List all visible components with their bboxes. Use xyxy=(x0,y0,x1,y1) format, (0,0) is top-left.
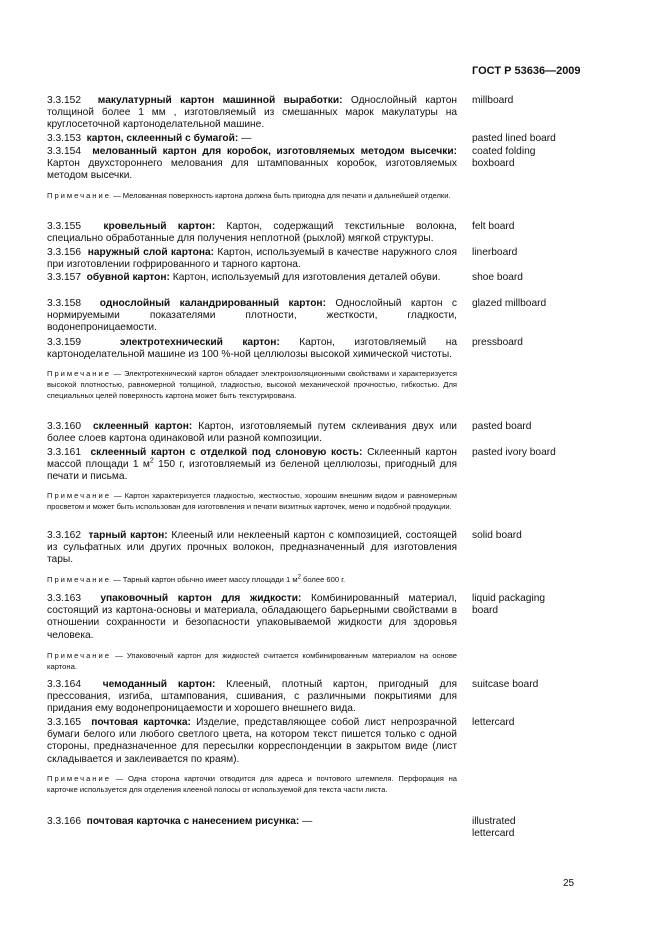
entry-number: 3.3.152 xyxy=(47,95,81,106)
english-term: lettercard xyxy=(472,717,515,728)
entry-number: 3.3.166 xyxy=(47,816,81,827)
entry-text: Комбинированный материал, состоящий из картона-основы и материала, обладающего барьерными свойствами в отношении сохранности и безопасности упаковываемой жидкости для здоровья человека. xyxy=(47,593,457,641)
note xyxy=(47,368,457,401)
entry-number: 3.3.159 xyxy=(47,337,81,348)
note-text: более 600 г. xyxy=(300,575,346,584)
definition-entry xyxy=(47,530,457,567)
definition-entry xyxy=(47,421,457,445)
superscript: 2 xyxy=(297,574,301,581)
entry-text: Картон, используемый в качестве наружного слоя при изготовлении гофрированного и тарного картона. xyxy=(47,247,457,271)
english-term: illustrated lettercard xyxy=(472,816,516,840)
entry-text: Картон, используемый для изготовления деталей обуви. xyxy=(169,272,441,283)
entry-term: однослойный каландрированный картон: xyxy=(99,298,326,309)
definition-entry xyxy=(47,146,457,183)
entry-term: почтовая карточка с нанесением рисунка: xyxy=(86,816,300,827)
page-number: 25 xyxy=(563,878,575,889)
entry-text: Однослойный картон с нормируемыми показателями плотности, жесткости, гладкости, водонепроницаемости. xyxy=(47,298,457,334)
entry-number: 3.3.153 xyxy=(47,133,81,144)
entry-text: Картон, изготовляемый на картоноделательной машине из 100 %-ной целлюлозы высокой химической чистоты. xyxy=(47,337,457,361)
entry-term: кровельный картон: xyxy=(103,221,216,232)
note xyxy=(47,190,457,201)
note-text: — Тарный картон обычно имеет массу площади 1 м xyxy=(110,575,298,584)
entry-text: Клееный или неклееный картон с композицией, состоящей из сульфатных или других прочных волокон, предназначенный для изготовления тары. xyxy=(47,530,457,566)
definition-entry xyxy=(47,816,457,828)
entry-text: Однослойный картон толщиной более 1 мм , изготовляемый из смешанных марок макулатуры на круглосеточной картоноделательной машине. xyxy=(47,95,457,131)
english-term: liquid packaging board xyxy=(472,593,546,617)
english-term: pressboard xyxy=(472,337,523,348)
entry-term: мелованный картон для коробок, изготовляемых методом высечки: xyxy=(92,146,457,157)
entry-term: склеенный картон с отделкой под слоновую кость: xyxy=(90,447,363,458)
note-label: Примечание xyxy=(47,575,111,584)
english-term: glazed millboard xyxy=(472,298,547,309)
definition-entry xyxy=(47,717,457,766)
entry-number: 3.3.162 xyxy=(47,530,81,541)
note xyxy=(47,650,457,672)
english-term: millboard xyxy=(472,95,514,106)
entry-number: 3.3.157 xyxy=(47,272,81,283)
definition-entry xyxy=(47,337,457,361)
entry-number: 3.3.163 xyxy=(47,593,81,604)
note xyxy=(47,773,457,795)
note-text: — Упаковочный картон для жидкостей считается комбинированным материалом на основе картона. xyxy=(47,651,457,671)
superscript: 2 xyxy=(149,457,154,465)
definition-entry xyxy=(47,679,457,716)
entry-number: 3.3.161 xyxy=(47,447,81,458)
english-term: felt board xyxy=(472,221,515,232)
english-term: pasted ivory board xyxy=(472,447,556,458)
note-label: Примечание xyxy=(47,191,111,200)
english-term: suitcase board xyxy=(472,679,539,690)
note xyxy=(47,490,457,512)
note-label: Примечание xyxy=(47,774,111,783)
definition-entry xyxy=(47,593,457,642)
entry-text: Изделие, представляющее собой лист непрозрачной бумаги белого или любого светлого цвета, на котором текст пишется только с одной стороны, предназначенное для пересылки корреспонденции в закрытом виде (лист складывается и заклеивается по краям). xyxy=(47,717,457,765)
entry-number: 3.3.155 xyxy=(47,221,81,232)
definition-entry xyxy=(47,95,457,132)
entry-number: 3.3.154 xyxy=(47,146,81,157)
entry-text: — xyxy=(299,816,313,827)
english-term: solid board xyxy=(472,530,522,541)
entry-term: склеенный картон: xyxy=(92,421,193,432)
note-text: — Электротехнический картон обладает электроизоляционными свойствами и характеризуется высокой плотностью, равномерной толщиной, гладкостью, высокой механической прочностью, гибкостью. Для специальных целей поверхность картона может быть текстурирована. xyxy=(47,369,457,400)
entry-number: 3.3.158 xyxy=(47,298,81,309)
entry-term: почтовая карточка: xyxy=(91,717,191,728)
entry-term: электротехнический картон: xyxy=(119,337,280,348)
entry-text: — xyxy=(238,133,252,144)
definition-entry xyxy=(47,447,457,484)
entry-term: макулатурный картон машинной выработки: xyxy=(97,95,343,106)
entry-term: картон, склеенный с бумагой: xyxy=(86,133,239,144)
definition-entry xyxy=(47,272,457,284)
english-term: coated folding boxboard xyxy=(472,146,536,170)
entry-number: 3.3.165 xyxy=(47,717,81,728)
english-term: linerboard xyxy=(472,247,518,258)
entry-text: Картон, содержащий текстильные волокна, специально обработанные для получения неплотной (рыхлой) мягкой структуры. xyxy=(47,221,458,245)
english-term: shoe board xyxy=(472,272,523,283)
note-text: — Мелованная поверхность картона должна быть пригодна для печати и дальнейшей отделки. xyxy=(110,191,451,200)
entry-text: Клееный, плотный картон, пригодный для прессования, изгиба, штампования, сшивания, с различными покрытиями для придания ему водонепроницаемости и хорошего внешнего вида. xyxy=(47,679,457,715)
entry-number: 3.3.164 xyxy=(47,679,81,690)
note-label: Примечание xyxy=(47,369,111,378)
entry-term: наружный слой картона: xyxy=(87,247,215,258)
note xyxy=(47,574,457,585)
entry-term: тарный картон: xyxy=(88,530,168,541)
entry-term: обувной картон: xyxy=(86,272,170,283)
note-label: Примечание xyxy=(47,651,111,660)
english-term: pasted lined board xyxy=(472,133,556,144)
entry-text: Склеенный картон массой площади 1 м xyxy=(47,447,457,471)
note-text: — Картон характеризуется гладкостью, жесткостью, хорошим внешним видом и равномерным просветом и может быть использован для изготовления и печати визитных карточек, меню и подобной продукции. xyxy=(47,491,457,511)
note-label: Примечание xyxy=(47,491,111,500)
definition-entry xyxy=(47,247,457,271)
entry-text: 150 г, изготовляемый из беленой целлюлозы, пригодный для печати и письма. xyxy=(47,459,458,483)
definition-entry xyxy=(47,133,457,145)
definition-entry xyxy=(47,298,457,335)
entry-text: Картон, изготовляемый путем склеивания двух или более слоев картона одинаковой или разной композиции. xyxy=(47,421,457,445)
entry-number: 3.3.156 xyxy=(47,247,81,258)
definition-entry xyxy=(47,221,457,245)
note-text: — Одна сторона карточки отводится для адреса и почтового штемпеля. Перфорация на карточке используется для отделения клееной полосы от используемой для текста части листа. xyxy=(47,774,457,794)
entry-term: упаковочный картон для жидкости: xyxy=(100,593,302,604)
entry-text: Картон двухстороннего мелования для штампованных коробок, изготовляемых методом высечки. xyxy=(47,158,457,182)
entry-number: 3.3.160 xyxy=(47,421,81,432)
english-term: pasted board xyxy=(472,421,532,432)
entry-term: чемоданный картон: xyxy=(102,679,216,690)
document-header: ГОСТ Р 53636—2009 xyxy=(472,65,581,77)
